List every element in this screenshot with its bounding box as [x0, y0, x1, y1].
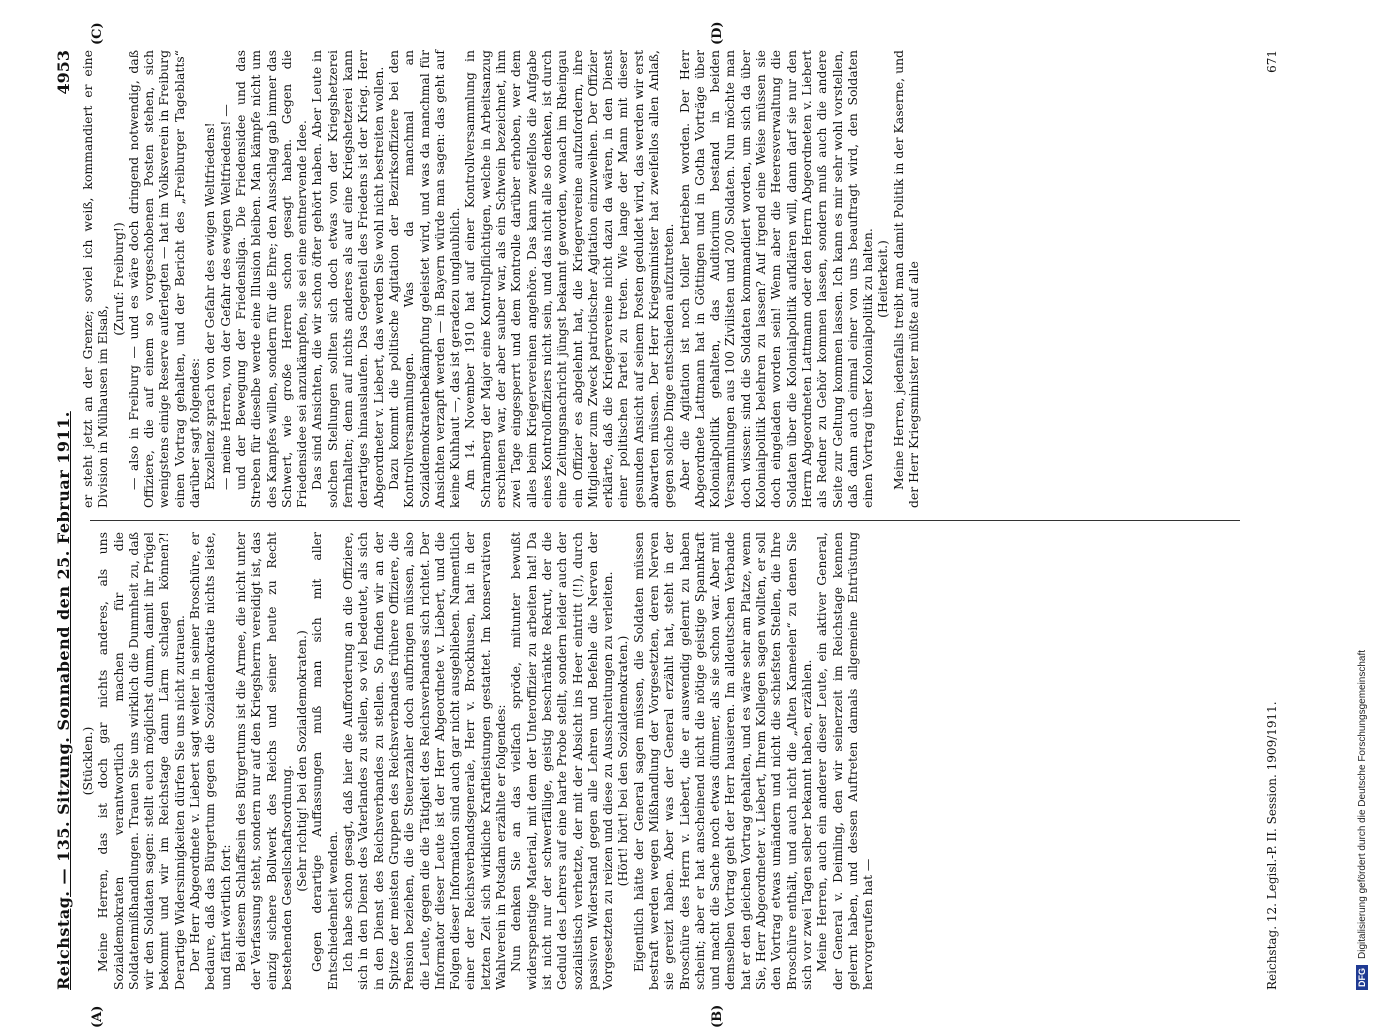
paragraph: Bei diesem Schlaffsein des Bürgertums ist die Armee, die nicht unter der Verfassung steht, sondern nur auf den Kriegsherrn vereidigt ist, das einzig sichere Bollwerk des Reichs und seiner heute zu Recht bestehenden Gesellschaftsordnung. [232, 532, 294, 990]
footer-sheet-number: 671 [1265, 50, 1279, 73]
margin-letter-d: (D) [710, 21, 725, 45]
paragraph: — meine Herren, von der Gefahr des ewigen Weltfriedens! — [217, 104, 233, 490]
dfg-logo: DFG [1356, 965, 1368, 990]
interjection: (Sehr richtig! bei den Sozialdemokraten.) [294, 630, 310, 892]
footer-session-info: Reichstag. 12. Legisl.-P. II. Session. 1909/1911. [1265, 701, 1279, 990]
column-divider [90, 520, 1240, 521]
paragraph: Das sind Ansichten, die wir schon öfter gehört haben. Aber Leute in solchen Stellungen sollten sich doch etwas von der Kriegshetzerei fernhalten; denn auf nichts anderes als auf eine Kriegshetzerei kann derartiges hinauslaufen. Das Gegenteil des Friedens ist der Krieg. Herr Abgeordneter v. Liebert, das werden Sie wohl nicht bestreiten wollen. [309, 50, 386, 508]
page-footer [1265, 50, 1279, 990]
rotated-page-body [50, 21, 1300, 1028]
paragraph: Der Herr Abgeordnete v. Liebert sagt weiter in seiner Broschüre, er bedaure, daß das Bürgertum gegen die Sozialdemokratie nichts leiste, und fährt wörtlich fort: [187, 532, 233, 990]
paragraph: Aber die Agitation ist noch toller betrieben worden. Der Herr Abgeordnete Lattmann hat in Göttingen und in Gotha Vorträge über Kolonialpolitik gehalten, das Auditorium bestand in beiden Versammlungen aus 100 Zivilisten und 200 Soldaten. Nun möchte man doch wissen: sind die Soldaten kommandiert worden, um sich da über Kolonialpolitik belehren zu lassen? Auf irgend eine Weise müssen sie doch eingeladen worden sein! Wenn aber die Heeresverwaltung die Soldaten über die Kolonialpolitik aufklären will, dann darf sie nur den Herrn Abgeordneten Lattmann oder den Herrn Abgeordneten v. Liebert als Redner zu Gehör kommen lassen, sondern muß auch die andere Seite zur Geltung kommen lassen. Ich kann es mir sehr wohl vorstellen, daß dann auch einmal einer von uns beauftragt wird, den Soldaten einen Vortrag über Kolonialpolitik zu halten. [676, 50, 876, 508]
paragraph: Ich habe schon gesagt, daß hier die Aufforderung an die Offiziere, sich in den Dienst des Vaterlandes zu stellen, so viel bedeutet, als sich in den Dienst des Reichsverbandes zu stellen. So finden wir an der Spitze der meisten Gruppen des Reichsverbandes frühere Offiziere, die Pension beziehen, die die Steuerzahler doch aufbringen müssen, also die Leute, gegen die die Tätigkeit des Reichsverbandes sich richtet. Der Informator dieser Leute ist der Herr Abgeordnete v. Liebert, und die Folgen dieser Information sind auch gar nicht ausgeblieben. Namentlich einer der Reichsverbandsgenerale, Herr v. Brockhusen, hat in der letzten Zeit sich wirkliche Kraftleistungen gestattet. Im konservativen Wahlverein in Potsdam erzählte er folgendes: [340, 532, 509, 990]
paragraph: — also in Freiburg — und es wäre doch dringend notwendig, daß Offiziere, die auf einem so vorgeschobenen Posten stehen, sich wenigstens einige Reserve auferlegten — hat im Volksverein in Freiburg einen Vortrag gehalten, und der Bericht des „Freiburger Tageblatts“ darüber sagt folgendes: [125, 50, 203, 508]
left-text-column [80, 532, 1260, 990]
margin-letter-c: (C) [90, 22, 105, 45]
interjection: (Heiterkeit.) [875, 240, 891, 318]
interjection: (Hört! hört! bei den Sozialdemokraten.) [615, 635, 631, 887]
right-text-column [80, 50, 1260, 508]
paragraph: Gegen derartige Auffassungen muß man sich mit aller Entschiedenheit wenden. [309, 532, 340, 990]
paragraph: und der Bewegung der Friedensliga. Die Friedensidee und das Streben für dieselbe werde eine Illusion bleiben. Man kämpfe nicht um des Kampfes willen, sondern für die Ehre; den Ausschlag gab immer das Schwert, wie große Herren schon gesagt haben. Gegen die Friedensidee sei anzukämpfen, sie sei eine entnervende Idee. [232, 50, 310, 508]
digitization-strip [1352, 0, 1383, 1000]
page-header-title: Reichstag. — 135. Sitzung. Sonnabend den 25. Februar 1911. [53, 411, 73, 990]
digitization-credit [1352, 0, 1372, 1000]
margin-letter-a: (A) [90, 1005, 105, 1028]
margin-letter-b: (B) [710, 1004, 725, 1028]
paragraph: Meine Herren, das ist doch gar nichts anderes, als uns Sozialdemokraten verantwortlich machen für die Soldatenmißhandlungen. Trauen Sie uns wirklich die Dummheit zu, daß wir den Soldaten sagen: stellt euch möglichst dumm, damit ihr Prügel bekommt und wir im Reichstage dann Lärm schlagen können?! Derartige Widersinnigkeiten dürfen Sie uns nicht zutrauen. [95, 532, 187, 990]
paragraph: er steht jetzt an der Grenze; soviel ich weiß, kommandiert er eine Division in Mülhausen im Elsaß, [80, 50, 111, 508]
page-header [50, 50, 76, 990]
paragraph: Nun denken Sie an das vielfach spröde, mitunter bewußt widerspenstige Material, mit dem der Unteroffizier zu arbeiten hat! Da ist nicht nur der schwerfällige, geistig beschränkte Rekrut, der die Geduld des Lehrers auf eine harte Probe stellt, sondern leider auch der sozialistisch verhetzte, der mit der Absicht ins Heer eintritt (!!), durch passiven Widerstand gegen alle Lehren und Befehle die Nerven der Vorgesetzten zu reizen und diese zu Ausschreitungen zu verleiten. [508, 532, 616, 990]
interjection: (Zuruf: Freiburg!) [110, 222, 126, 336]
paragraph: Meine Herren, auch ein anderer dieser Leute, ein aktiver General, der General v. Deimling, den wir seinerzeit im Reichstage kennen gelernt haben, und dessen Auftreten damals allgemeine Entrüstung hervorgerufen hat — [814, 532, 876, 990]
paragraph: Meine Herren, jedenfalls treibt man damit Politik in der Kaserne, und der Herr Kriegsminister müßte auf alle [890, 50, 922, 508]
interjection: (Stücklen.) [80, 726, 95, 796]
paragraph: Am 14. November 1910 hat auf einer Kontrollversammlung in Schramberg der Major eine Kontrollpflichtigen, welche in Arbeitsanzug erschienen war, der aber sauber war, als ein Schwein bezeichnet, ihm zwei Tage eingesperrt und dem Kontrolle darüber erhoben, wer dem alles beim Kriegervereinen angehöre. Das kann zweifellos die Aufgabe eines Kontrolloffiziers nicht sein, und das nicht alle so denken, ist durch eine Zeitungsnachricht jüngst bekannt geworden, wonach im Rheingau ein Offizier es abgelehnt hat, die Kriegervereine aufzufordern, ihre Mitglieder zum Zweck patriotischer Agitation einzuweihen. Der Offizier erklärte, daß die Kriegervereine nicht dazu da wären, in den Dienst einer politischen Partei zu treten. Wie lange der Mann mit dieser gesunden Ansicht auf seinem Posten geduldet wird, das werden wir erst abwarten müssen. Der Herr Kriegsminister hat zweifellos allen Anlaß, gegen solche Dinge entschieden aufzutreten. [462, 50, 677, 508]
paragraph: Dazu kommt die politische Agitation der Bezirksoffiziere bei den Kontrollversammlungen. Was da manchmal an Sozialdemokratenbekämpfung geleistet wird, und was da manchmal für Ansichten verzapft werden — in Bayern würde man sagen: das geht auf keine Kuhhaut —, das ist geradezu unglaublich. [385, 50, 463, 508]
digitization-credit-text: Digitalisierung gefördert durch die Deutsche Forschungsgemeinschaft [1356, 649, 1368, 959]
page-number: 4953 [53, 50, 73, 95]
paragraph: Eigentlich hätte der General sagen müssen, die Soldaten müssen bestraft werden wegen Mißhandlung der Vorgesetzten, deren Nerven sie gereizt haben. Aber was der General erzählt hat, steht in der Broschüre des Herrn v. Liebert, die er auswendig gelernt zu haben scheint; aber er hat anscheinend nicht die nötige geistige Spannkraft und macht die Sache noch etwas dümmer, als sie schon war. Aber mit demselben Vortrag geht der Herr hausieren. Im alldeutschen Verbande hat er den gleichen Vortrag gehalten, und es wäre sehr am Platze, wenn Sie, Herr Abgeordneter v. Liebert, Ihrem Kollegen sagen wollten, er soll den Vortrag etwas umändern und nicht die schiefsten Stellen, die Ihre Broschüre enthält, und auch nicht die „Alten Kameelen“ zu denen Sie sich vor zwei Tagen selber bekannt haben, erzählen. [630, 532, 814, 990]
paragraph: Exzellenz sprach von der Gefahr des ewigen Weltfriedens! [202, 122, 218, 490]
